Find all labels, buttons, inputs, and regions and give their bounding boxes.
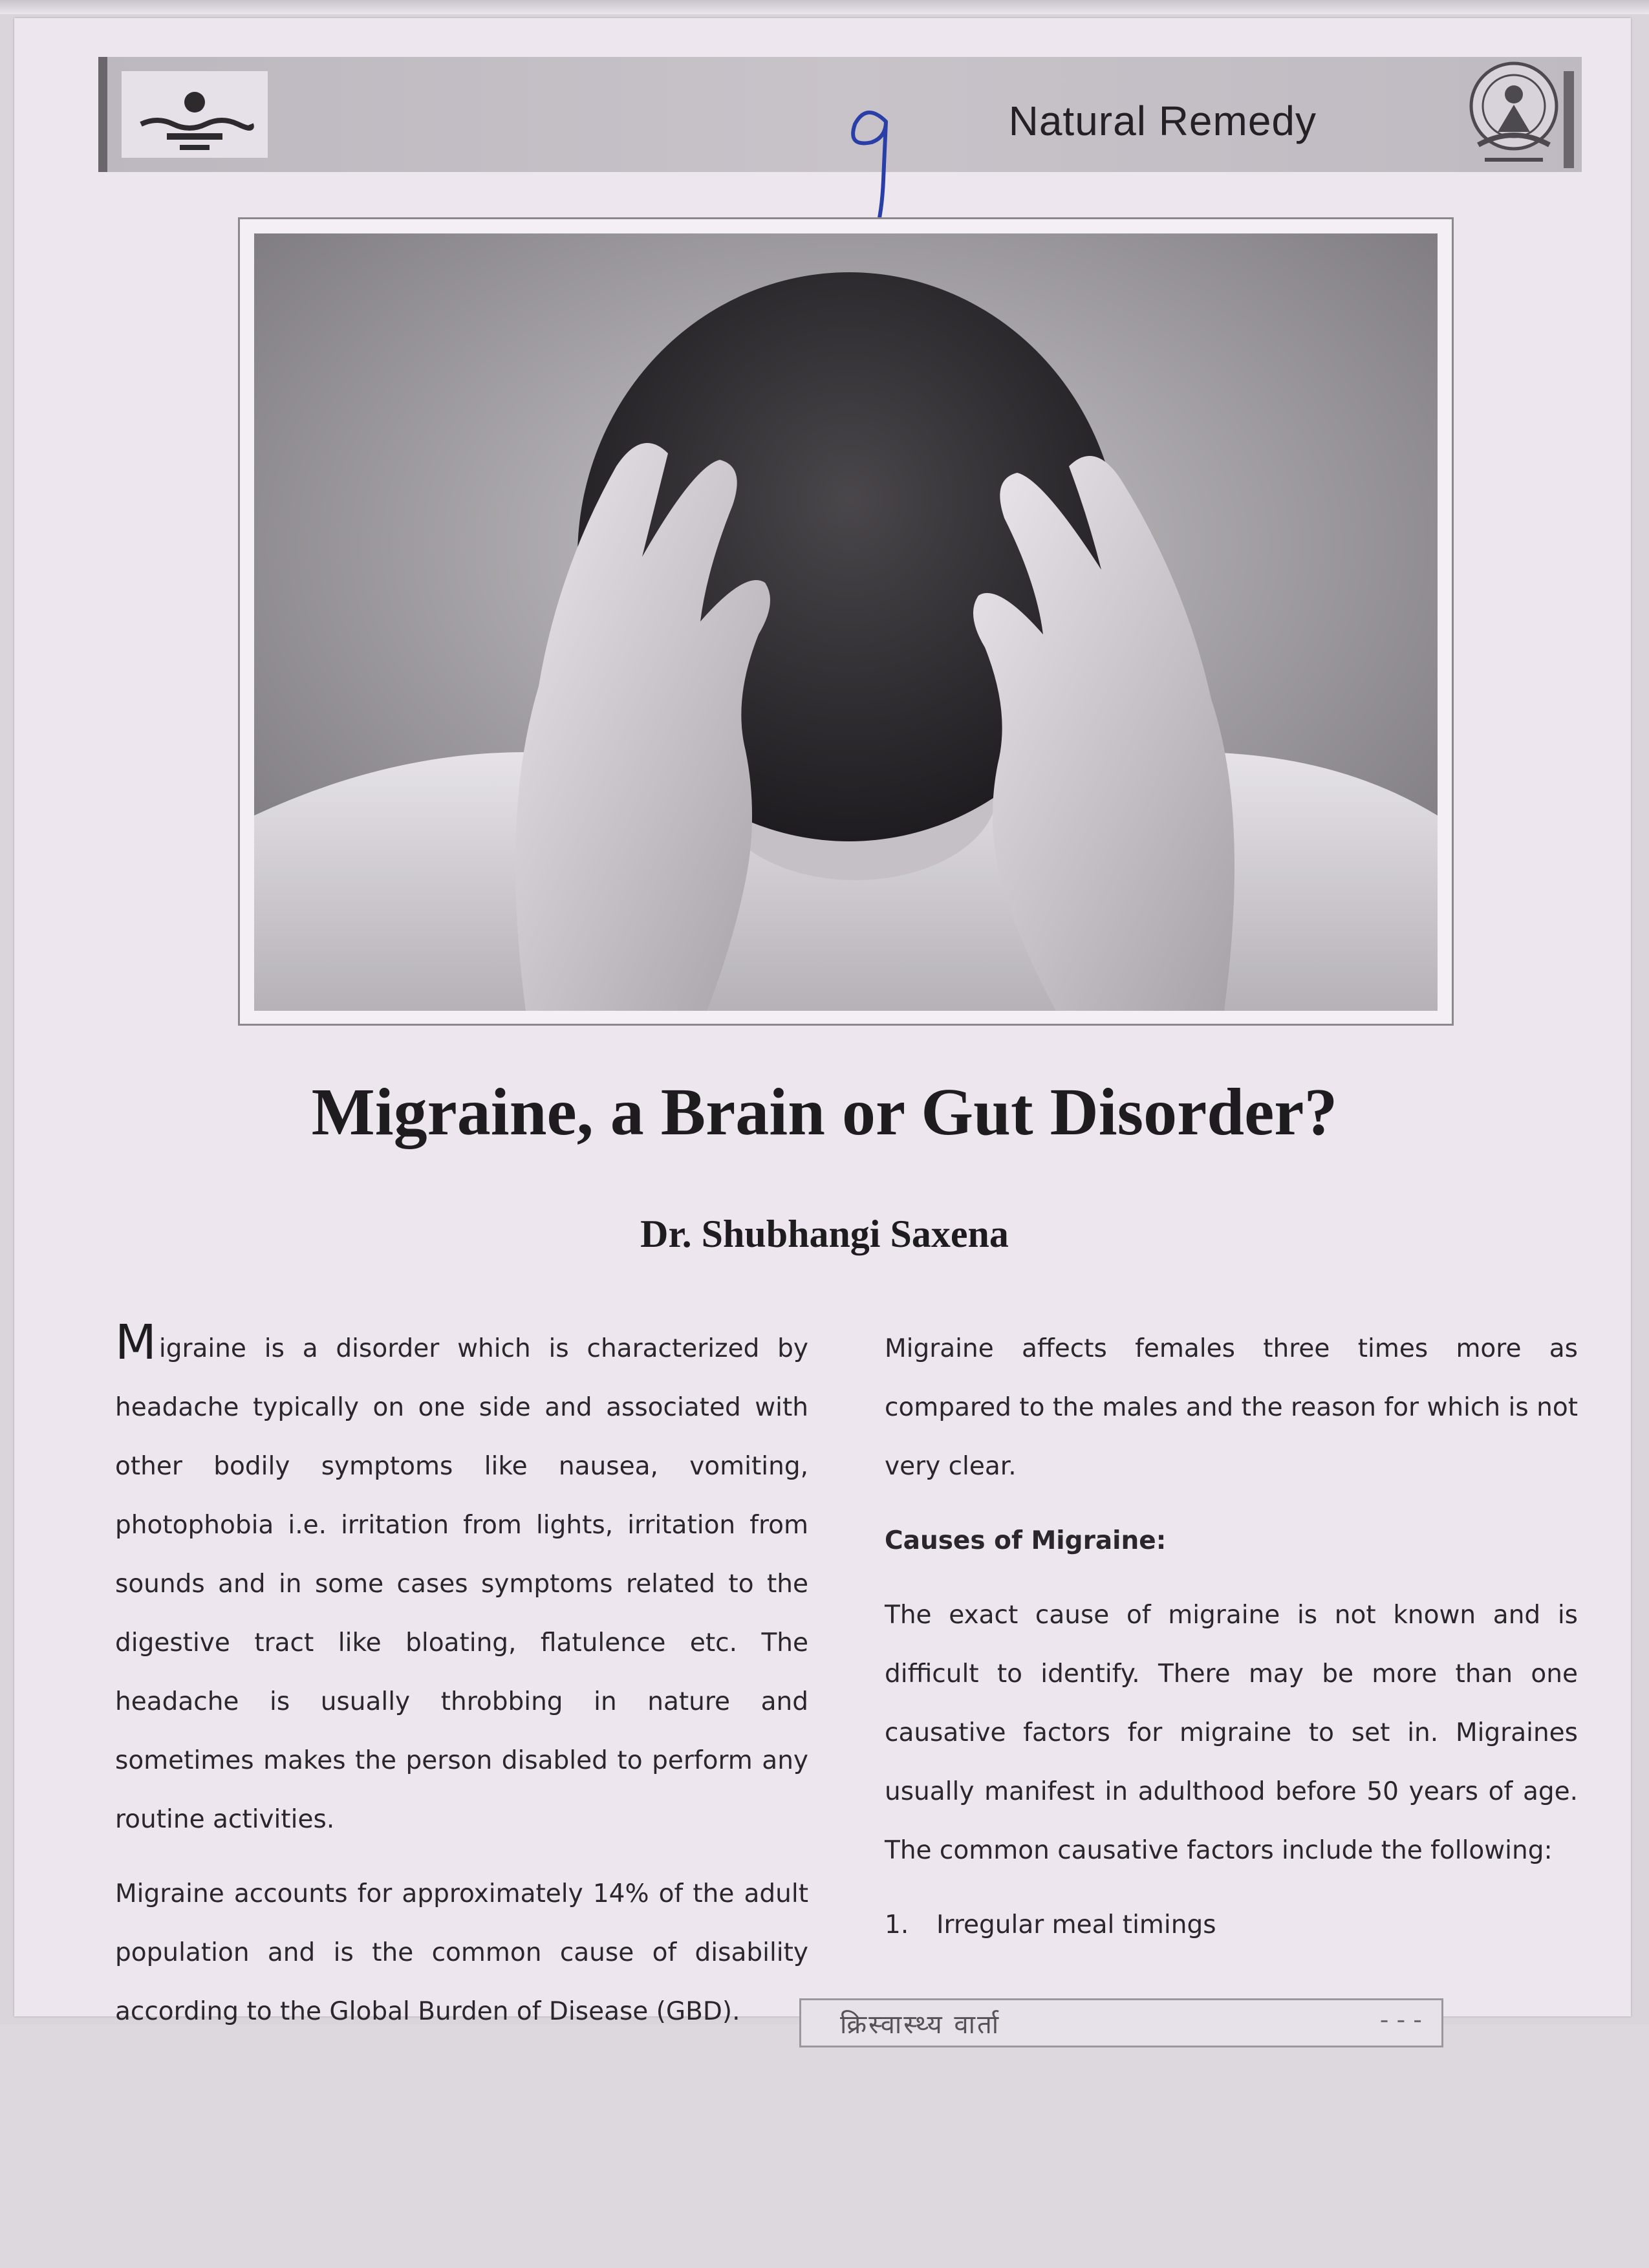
dropcap: M xyxy=(115,1315,156,1370)
right-paragraph-2: The exact cause of migraine is not known and is difficult to identify. There may be more than one causative factors for migraine to set in. Migraines usually manifest in adulthood before 50 years of age. The common causative factors include the following: xyxy=(885,1601,1578,1865)
list-item-text: Irregular meal timings xyxy=(936,1910,1216,1939)
left-paragraph-2: Migraine accounts for approximately 14% of the adult population and is the common cause of disability according to the Global Burden of Disease (GBD). xyxy=(115,1879,808,2026)
right-column xyxy=(885,1319,1578,1954)
list-item xyxy=(885,1895,1578,1954)
child-holding-head-photo xyxy=(254,233,1438,1011)
section-label: Natural Remedy xyxy=(1008,98,1317,144)
left-column xyxy=(115,1315,808,2057)
scan-background xyxy=(0,2024,1649,2268)
footer-strip xyxy=(799,1998,1443,2047)
causes-heading: Causes of Migraine: xyxy=(885,1526,1167,1555)
meditating-figure-emblem-icon xyxy=(1452,54,1575,177)
journal-name: क्रिस्वास्थ्य वार्ता xyxy=(840,2010,1001,2040)
article-author: Dr. Shubhangi Saxena xyxy=(640,1213,1009,1255)
article-title: Migraine, a Brain or Gut Disorder? xyxy=(311,1075,1338,1149)
list-item-number: 1. xyxy=(885,1910,909,1939)
left-paragraph-1 xyxy=(115,1315,808,1849)
header-right-bar xyxy=(1564,71,1574,168)
right-paragraph-1: Migraine affects females three times more as compared to the males and the reason for which is not very clear. xyxy=(885,1334,1578,1481)
sun-over-water-logo-icon xyxy=(122,71,268,158)
article-photo-frame xyxy=(238,217,1454,1026)
scan-top-edge xyxy=(0,0,1649,14)
footer-page-info: - - - xyxy=(1379,2005,1422,2034)
left-paragraph-1-text: igraine is a disorder which is characterized by headache typically on one side and associated with other bodily symptoms like nausea, vomiting, photophobia i.e. irritation from lights, irritation from sounds and in some cases symptoms related to the digestive tract like bloating, flatulence etc. The headache is usually throbbing in nature and sometimes makes the person disabled to perform any routine activities. xyxy=(115,1334,808,1834)
section-header-band xyxy=(98,57,1582,172)
